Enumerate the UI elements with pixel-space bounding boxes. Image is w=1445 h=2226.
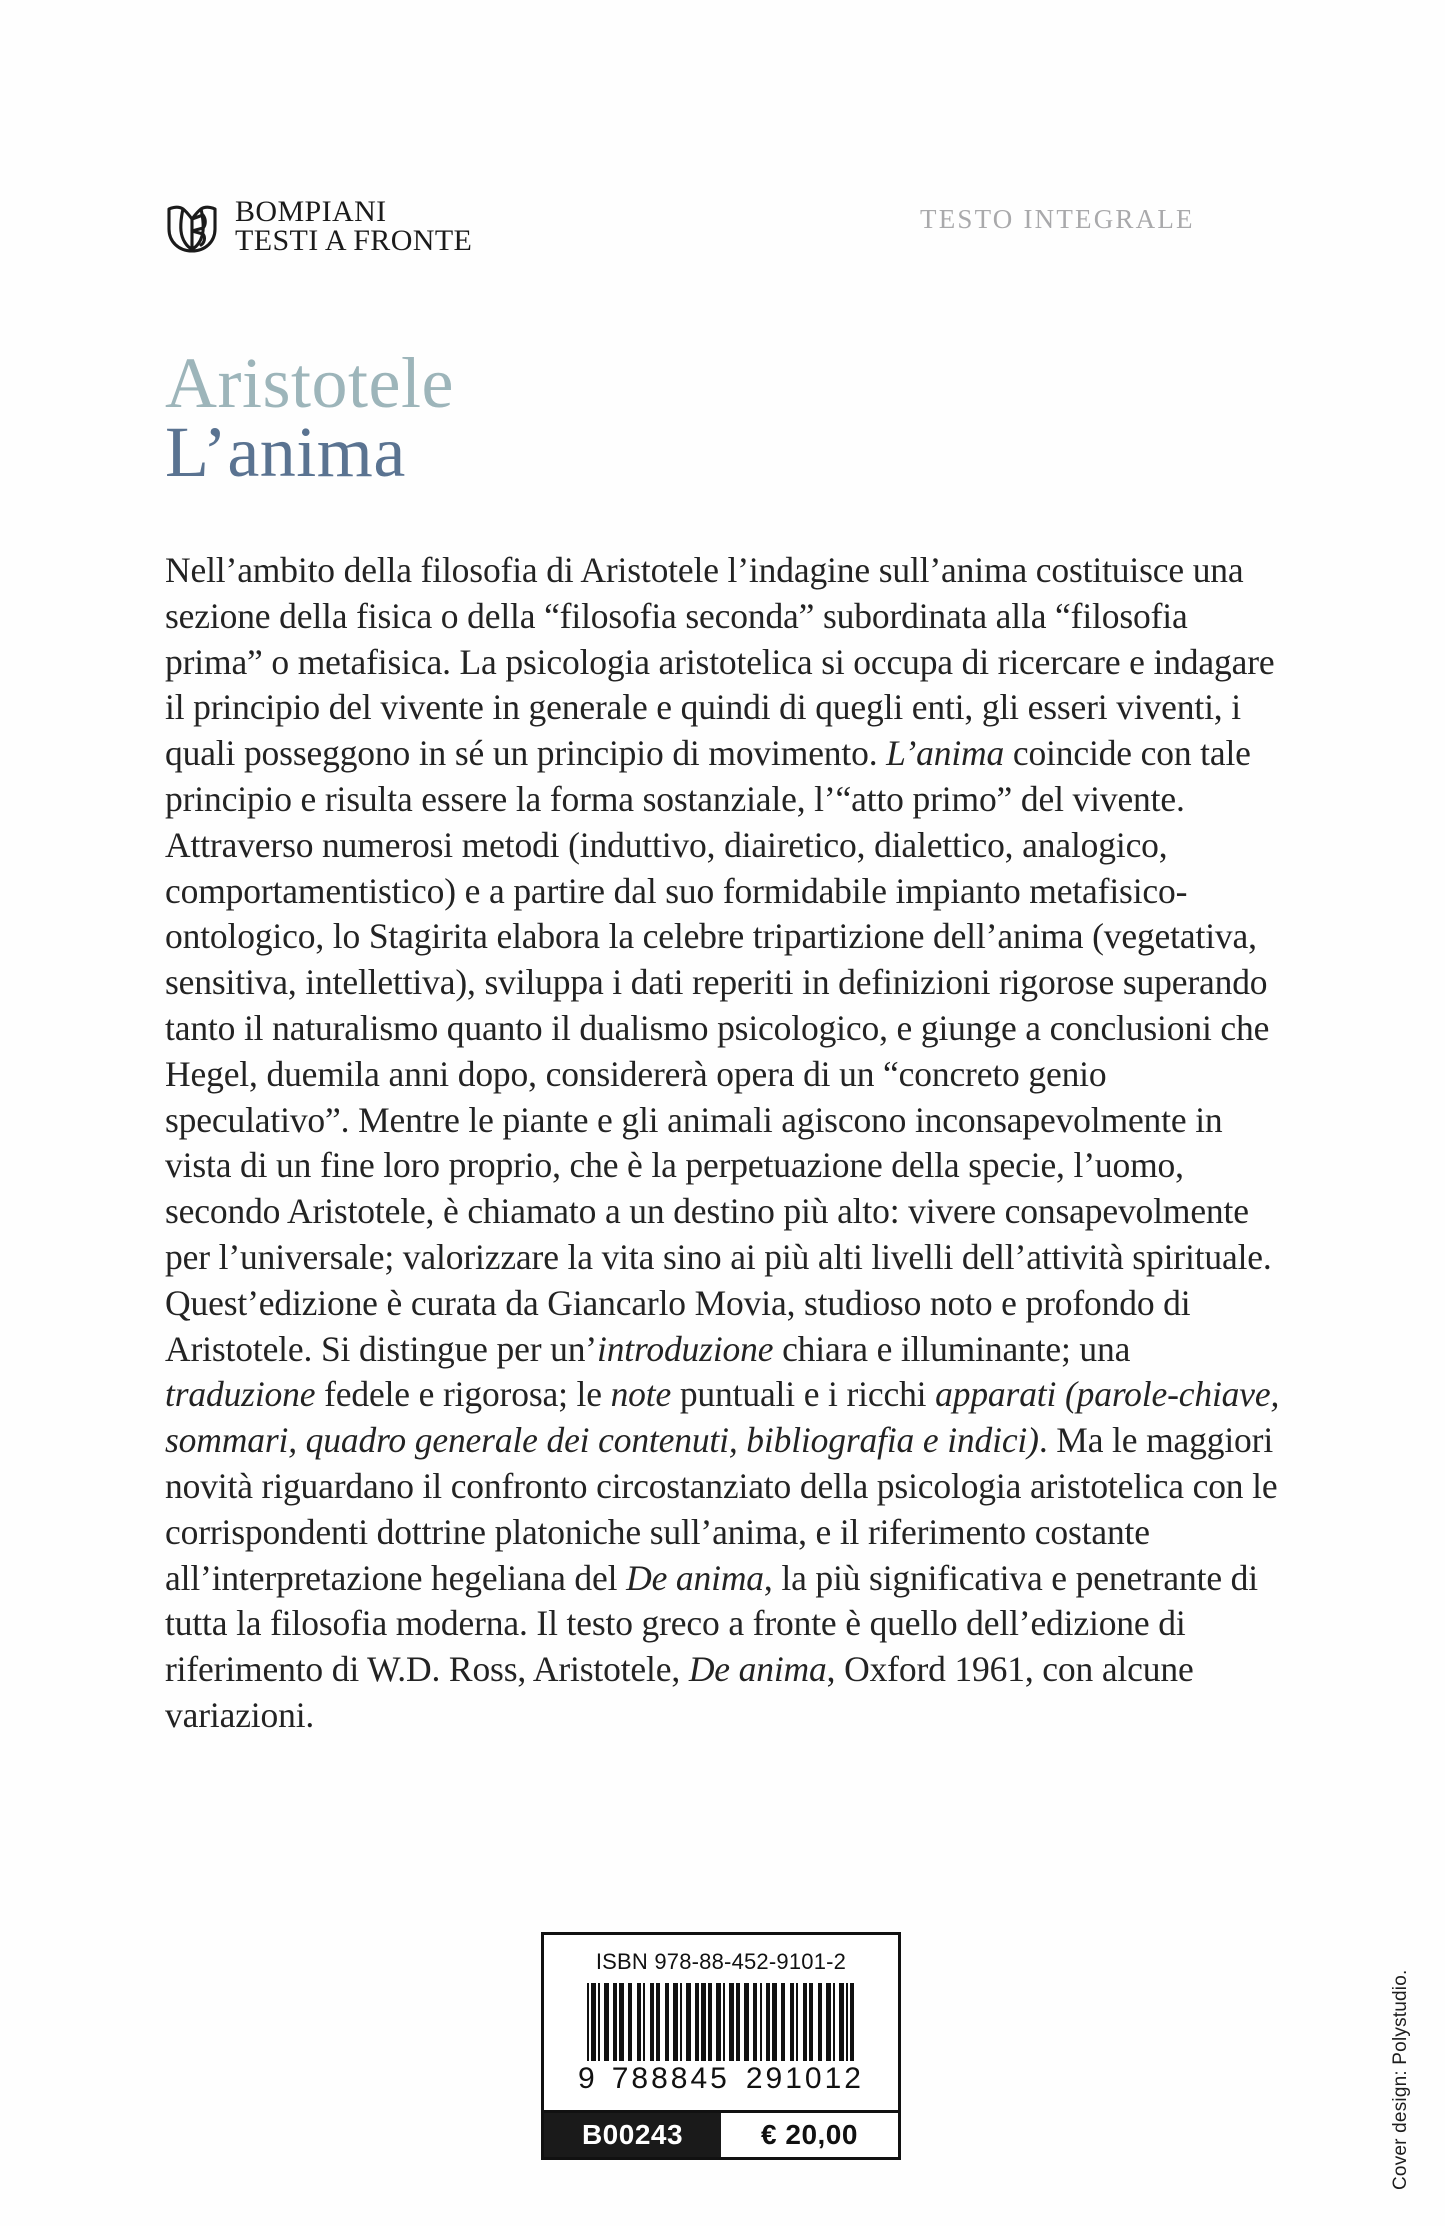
barcode-bars [587, 1983, 855, 2061]
blurb-text: , la più significativa e penetrante di tutta la filosofia moderna. Il testo greco a fronte è quello dell’edizione di riferimento di W.D. Ross, Aristotele, [165, 1557, 1258, 1690]
barcode-block [541, 1932, 901, 2160]
blurb-emphasis: traduzione [165, 1374, 316, 1415]
cover-design-credit-text: Cover design: Polystudio. [1390, 1969, 1411, 2190]
blurb-text: chiara e illuminante; una [773, 1328, 1131, 1369]
publisher-name [235, 196, 472, 256]
barcode-digit-lead: 9 [578, 2062, 596, 2095]
publisher-brand [165, 196, 472, 256]
price-row [544, 2110, 898, 2157]
blurb-emphasis: introduzione [596, 1328, 774, 1369]
barcode-digit-group-right: 291012 [745, 2062, 864, 2095]
price-label: € 20,00 [721, 2113, 898, 2157]
cover-design-credit [1368, 1890, 1411, 2190]
cover-header [165, 196, 1265, 266]
blurb-emphasis: apparati (parole-chiave, sommari, quadro generale dei contenuti, bibliografia e indici) [165, 1374, 1280, 1461]
blurb-emphasis: L’anima [886, 733, 1005, 774]
blurb-text: puntuali e i ricchi [671, 1374, 936, 1415]
barcode-digit-group-left: 788845 [611, 2062, 730, 2095]
blurb-text: Nell’ambito della filosofia di Aristotele l’indagine sull’anima costituisce una sezione della fisica o della “filosofia seconda” subordinata alla “filosofia prima” o metafisica. La psicologia aristotelica si occupa di ricercare e indagare il principio del vivente in generale e quindi di quegli enti, gli esseri viventi, i quali posseggono in sé un principio di movimento. [165, 550, 1275, 774]
edition-note: TESTO INTEGRALE [920, 204, 1195, 234]
blurb-emphasis: De anima [626, 1557, 764, 1598]
book-title: L’anima [165, 412, 406, 492]
internal-code: B00243 [544, 2113, 721, 2157]
back-cover-blurb [165, 548, 1285, 1739]
blurb-text: fedele e rigorosa; le [315, 1374, 611, 1415]
blurb-text: , Oxford 1961, con alcune variazioni. [165, 1649, 1194, 1735]
barcode-digits [544, 2062, 898, 2104]
barcode-inner [544, 1935, 898, 2110]
title-block [165, 343, 1265, 492]
bompiani-shield-icon [165, 197, 219, 255]
blurb-text: coincide con tale principio e risulta essere la forma sostanziale, l’“atto primo” del vivente. Attraverso numerosi metodi (induttivo, diairetico, dialettico, analogico, comportamentistico) e a partire dal suo formidabile impianto metafisico-ontologico, lo Stagirita elabora la celebre tripartizione dell’anima (vegetativa, sensitiva, intellettiva), sviluppa i dati reperiti in definizioni rigorose superando tanto il naturalismo quanto il dualismo psicologico, e giunge a conclusioni che Hegel, duemila anni dopo, considererà opera di un “concreto genio speculativo”. Mentre le piante e gli animali agiscono inconsapevolmente in vista di un fine loro proprio, che è la perpetuazione della specie, l’uomo, secondo Aristotele, è chiamato a un destino più alto: vivere consapevolmente per l’universale; valorizzare la vita sino ai più alti livelli dell’attività spirituale. Quest’edizione è curata da Giancarlo Movia, studioso noto e profondo di Aristotele. Si distingue per un’ [165, 733, 1272, 1369]
blurb-paragraph [165, 548, 1285, 1739]
isbn-label: ISBN 978-88-452-9101-2 [595, 1949, 847, 1974]
publisher-name-line1: BOMPIANI [235, 195, 387, 228]
barcode-bar [852, 1983, 854, 2061]
blurb-text: . Ma le maggiori novità riguardano il confronto circostanziato della psicologia aristotelica con le corrispondenti dottrine platoniche sull’anima, e il riferimento costante all’interpretazione hegeliana del [165, 1420, 1278, 1598]
blurb-emphasis: note [610, 1374, 672, 1415]
blurb-emphasis: De anima [688, 1649, 827, 1690]
publisher-name-line2: TESTI A FRONTE [235, 223, 473, 257]
author-name: Aristotele [165, 343, 454, 423]
